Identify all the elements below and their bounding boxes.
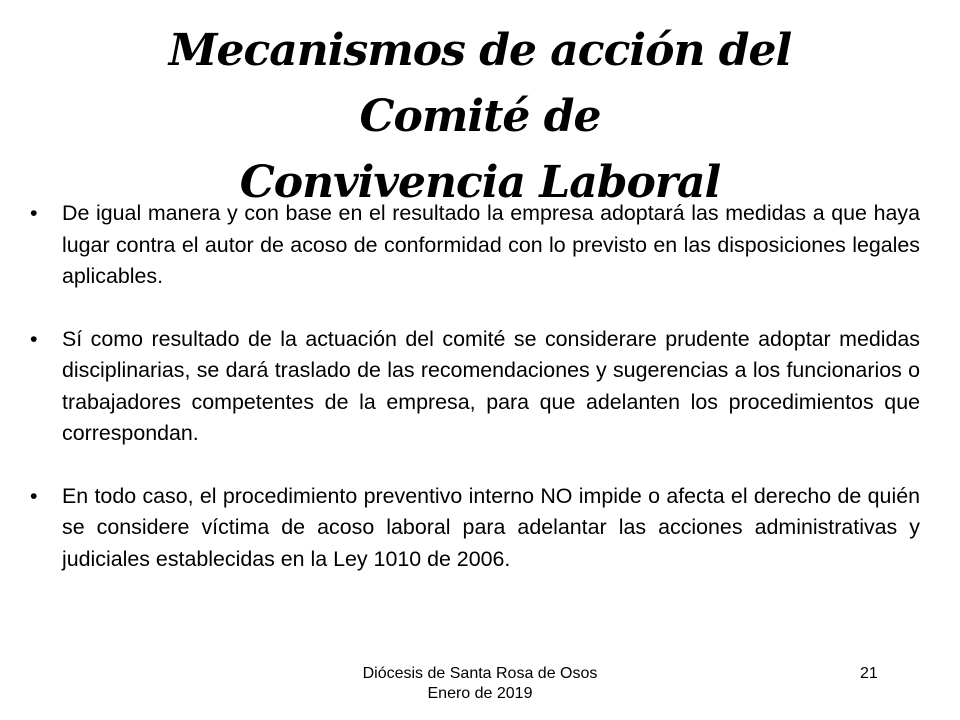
slide-title-line-2: Convivencia Laboral [239, 157, 721, 208]
page-number: 21 [860, 665, 878, 682]
bullet-item [30, 481, 920, 576]
bullet-text: De igual manera y con base en el resultado la empresa adoptará las medidas a que haya lugar contra el autor de acoso de conformidad con lo previsto en las disposiciones legales aplicables. [62, 201, 920, 288]
footer-info [300, 664, 660, 704]
slide-title [80, 18, 880, 216]
footer-date: Enero de 2019 [427, 685, 533, 702]
bullet-item [30, 324, 920, 450]
bullet-text: Sí como resultado de la actuación del comité se considerare prudente adoptar medidas disciplinarias, se dará traslado de las recomendaciones y sugerencias a los funcionarios o trabajadores competentes de la empresa, para que adelanten los procedimientos que correspondan. [62, 326, 920, 445]
bullet-dot-icon: • [30, 483, 38, 508]
bullet-list [30, 198, 920, 575]
bullet-dot-icon: • [30, 201, 38, 225]
bullet-dot-icon: • [30, 326, 38, 351]
footer-organization: Diócesis de Santa Rosa de Osos [362, 665, 598, 682]
slide-title-line-1: Mecanismos de acción del Comité de [168, 25, 792, 142]
bullet-item [30, 198, 920, 293]
bullet-text: En todo caso, el procedimiento preventivo interno NO impide o afecta el derecho de quién se considere víctima de acoso laboral para adelantar las acciones administrativas y judiciales establecidas en la Ley 1010 de 2006. [62, 483, 920, 571]
